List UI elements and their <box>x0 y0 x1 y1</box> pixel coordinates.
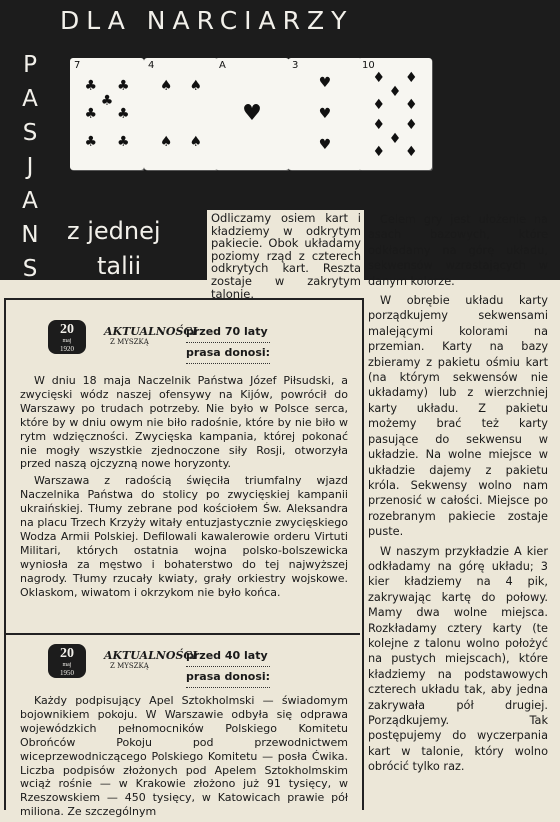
rules-paragraph: W naszym przykładzie A kier odkładamy na górę układu; 3 kier kładziemy na 4 pik, zakrywając kartę do połowy. Mamy dwa wolne miejsca. Rozkładamy cztery karty (te kolejne z talonu wolno położyć na pustych miejscach), które kładziemy na podstawowych czterech układu tak, aby jedna zakrywała pół drugiej. Porządkujemy. Tak postępujemy do wyczerpania kart w talonie, który wolno obrócić tylko raz. <box>368 544 548 774</box>
story-paragraph: W dniu 18 maja Naczelnik Państwa Józef Piłsudski, a zwycięski wódz naszej ofensywy na Kijów, powrócił do Warszawy po trudach potrzeby. Nie było w Polsce serca, które by w dniu owym nie biło radośnie, które by nie biło w rytm wdzięczności. Zwycięska kampania, której pokonać nie mogły wszystkie zjednoczone siły Rosji, otworzyła przed naszą ojczyzną nowe horyzonty. <box>20 374 348 471</box>
lead-title-line2: talii <box>97 252 142 280</box>
card-rank: A <box>219 60 226 71</box>
playing-card-7-clubs <box>70 58 144 170</box>
diamonds-icon: ♦ <box>388 130 402 147</box>
logo-text: AKTUALNOŚCI <box>104 649 198 662</box>
clubs-icon: ♣ <box>84 106 97 122</box>
diamonds-icon: ♦ <box>388 83 402 100</box>
logo-text: AKTUALNOŚCI <box>104 325 198 338</box>
kicker-line1: przed 70 laty <box>186 322 270 343</box>
side-letter: J <box>26 154 34 180</box>
date-badge <box>48 644 86 678</box>
news-story <box>20 694 348 822</box>
spades-icon: ♠ <box>159 134 173 150</box>
news-kicker <box>186 646 270 688</box>
lead-title-line1: z jednej <box>67 217 161 245</box>
clubs-icon: ♣ <box>84 134 97 150</box>
kicker-line2: prasa donosi: <box>186 343 270 364</box>
diamonds-icon: ♦ <box>404 97 418 114</box>
diamonds-icon: ♦ <box>372 117 385 134</box>
playing-card-3-hearts <box>288 58 362 170</box>
side-letter: A <box>22 86 38 112</box>
hearts-icon: ♥ <box>318 137 332 154</box>
date-day: 20 <box>60 646 74 661</box>
logo-subtext: Z MYSZKĄ <box>110 338 149 346</box>
kicker-line2: prasa donosi: <box>186 667 270 688</box>
side-letter: S <box>22 120 38 146</box>
diamonds-icon: ♦ <box>404 144 418 161</box>
kicker-line1: przed 40 laty <box>186 646 270 667</box>
clubs-icon: ♣ <box>84 78 97 94</box>
clubs-icon: ♣ <box>100 92 114 109</box>
playing-card-A-hearts <box>215 58 289 170</box>
diamonds-icon: ♦ <box>404 117 418 134</box>
side-letter: A <box>22 188 38 214</box>
clubs-icon: ♣ <box>116 78 130 94</box>
logo-aktualnosci <box>104 326 197 348</box>
card-rank: 7 <box>74 60 81 71</box>
rules-column <box>368 212 548 779</box>
date-month: maj <box>62 338 72 344</box>
playing-card-4-spades <box>144 58 218 170</box>
card-rank: 10 <box>362 60 375 71</box>
spades-icon: ♠ <box>189 134 203 150</box>
date-year: 1950 <box>60 669 74 677</box>
clubs-icon: ♣ <box>116 106 130 122</box>
diamonds-icon: ♦ <box>404 70 418 87</box>
hearts-icon: ♥ <box>318 74 332 91</box>
hearts-icon: ♥ <box>318 106 332 122</box>
rules-paragraph: W obrębie układu karty porządkujemy sekwensami malejącymi kolorami na przemian. Karty na bazy zbieramy z pakietu ośmiu kart (na którym sekwensów nie układamy) lub z wierzchniej karty układu. Z pakietu możemy brać też karty pasujące do sekwensu w układzie. Na wolne miejsce w układzie dajemy z pakietu króla. Sekwensy wolno nam przenosić w całości. Miejsce po rozebranym pakiecie zostaje puste. <box>368 294 548 539</box>
date-badge <box>48 320 86 354</box>
logo-subtext: Z MYSZKĄ <box>110 662 149 670</box>
page-title: DLA NARCIARZY <box>60 6 354 35</box>
side-letter: N <box>21 222 39 248</box>
spades-icon: ♠ <box>159 78 173 94</box>
date-month: maj <box>62 662 72 668</box>
story-paragraph: Każdy podpisujący Apel Sztokholmski — świadomym bojownikiem pokoju. W Warszawie odbyła się odprawa wojewódzkich pełnomocników Polskiego Komitetu Obrońców Pokoju pod przewodnictwem wiceprzewodniczącego Polskiego Komitetu — posła Ćwika. Liczba podpisów złożonych pod Apelem Sztokholmskim wciąż rośnie — w Krakowie złożono już 91 tysięcy, w Rzeszowskiem — 450 tysięcy, w Katowicach prawie pół miliona. Ze szczególnym <box>20 694 348 819</box>
date-year: 1920 <box>60 345 74 353</box>
news-kicker <box>186 322 270 364</box>
side-letter: P <box>23 52 37 78</box>
card-rank: 3 <box>292 60 299 71</box>
date-day: 20 <box>60 322 74 337</box>
hearts-icon: ♥ <box>242 101 262 126</box>
diamonds-icon: ♦ <box>372 97 385 114</box>
side-letter: S <box>22 256 38 282</box>
card-rank: 4 <box>148 60 155 71</box>
side-title-pasjans <box>12 48 48 286</box>
diamonds-icon: ♦ <box>372 144 385 161</box>
rules-paragraph: Celem gry jest ułożenie na asach bazowych, które odkładamy na górę układu, sekwensów wzrastających w danym kolorze. <box>368 213 548 288</box>
logo-aktualnosci <box>104 650 197 672</box>
diamonds-icon: ♦ <box>372 70 385 87</box>
clubs-icon: ♣ <box>116 134 130 150</box>
spades-icon: ♠ <box>189 78 203 94</box>
intro-text: Odliczamy osiem kart i kładziemy w odkrytym pakiecie. Obok układamy poziomy rząd z czterech odkrytych kart. Reszta zostaje w zakrytym talonie. <box>207 210 364 296</box>
news-separator <box>4 633 360 635</box>
story-paragraph: Warszawa z radością święciła triumfalny wjazd Naczelnika Państwa do stolicy po zwycięskiej kampanii ukraińskiej. Tłumy zebrane pod kościołem Św. Aleksandra na placu Trzech Krzyży witały entuzjastycznie zwycięskiego Wodza Armii Polskiej. Defilowali kawalerowie orderu Virtuti Militari, których ostatnia wojna polsko-bolszewicka wyniosła za męstwo i bohaterstwo do tej najwyższej nagrody. Tłumy rzucały kwiaty, grały orkiestry wojskowe. Oklaskom, wiwatom i okrzykom nie było końca. <box>20 474 348 599</box>
playing-card-10-diamonds <box>358 58 432 170</box>
news-story <box>20 374 348 603</box>
